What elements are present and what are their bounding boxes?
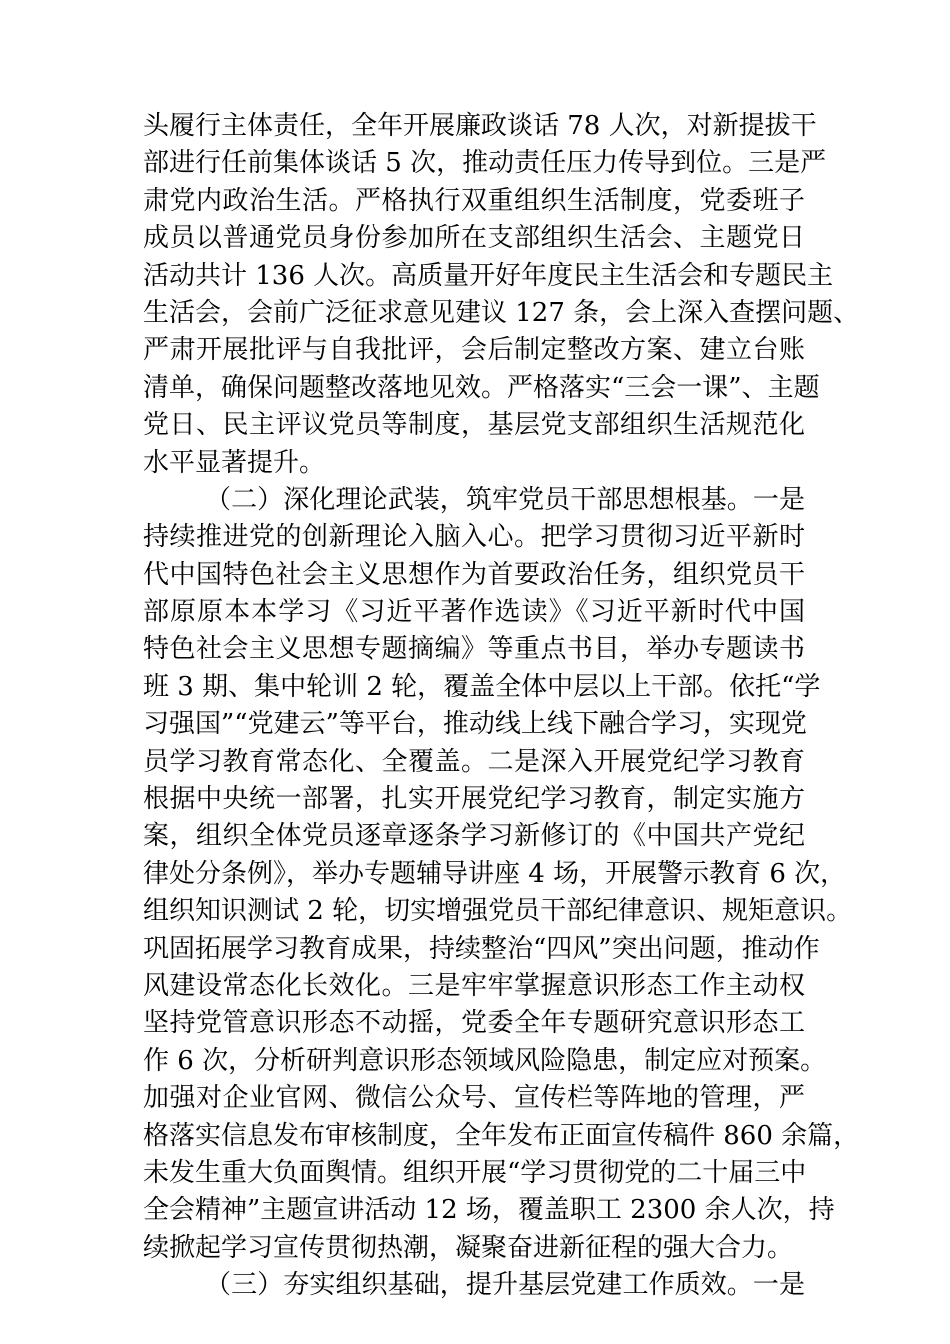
text-line: 加强对企业官网、微信公众号、宣传栏等阵地的管理，严 (143, 1083, 805, 1114)
text-line: 严肃开展批评与自我批评，会后制定整改方案、建立台账 (143, 335, 805, 366)
document-body (143, 108, 860, 1305)
text-line: 全会精神”主题宣讲活动 12 场，覆盖职工 2300 余人次，持 (143, 1195, 835, 1226)
text-line: 部进行任前集体谈话 5 次，推动责任压力传导到位。三是严 (143, 148, 827, 179)
text-line: 代中国特色社会主义思想作为首要政治任务，组织党员干 (143, 559, 805, 590)
paragraph (143, 482, 860, 1267)
text-line: 员学习教育常态化、全覆盖。二是深入开展党纪学习教育 (143, 746, 805, 777)
text-line: 班 3 期、集中轮训 2 轮，覆盖全体中层以上干部。依托“学 (143, 671, 821, 702)
text-line: 案，组织全体党员逐章逐条学习新修订的《中国共产党纪 (143, 821, 805, 852)
text-line: 巩固拓展学习教育成果，持续整治“四风”突出问题，推动作 (143, 933, 820, 964)
text-line: 坚持党管意识形态不动摇，党委全年专题研究意识形态工 (143, 1008, 805, 1039)
text-line: 党日、民主评议党员等制度，基层党支部组织生活规范化 (143, 410, 805, 441)
text-line: 习强国”“党建云”等平台，推动线上线下融合学习，实现党 (143, 709, 807, 740)
text-line: 作 6 次，分析研判意识形态领域风险隐患，制定应对预案。 (143, 1045, 827, 1076)
text-line: 头履行主体责任，全年开展廉政谈话 78 人次，对新提拔干 (143, 111, 817, 141)
text-line: 肃党内政治生活。严格执行双重组织生活制度，党委班子 (143, 185, 805, 216)
text-line: 水平显著提升。 (143, 447, 326, 478)
text-line: 未发生重大负面舆情。组织开展“学习贯彻党的二十届三中 (143, 1157, 807, 1188)
text-line: 风建设常态化长效化。三是牢牢掌握意识形态工作主动权 (143, 970, 805, 1001)
text-line: 特色社会主义思想专题摘编》等重点书目，举办专题读书 (143, 634, 805, 665)
text-line: （三）夯实组织基础，提升基层党建工作质效。一是 (205, 1270, 805, 1301)
text-line: （二）深化理论武装，筑牢党员干部思想根基。一是 (205, 484, 805, 515)
text-line: 续掀起学习宣传贯彻热潮，凝聚奋进新征程的强大合力。 (143, 1232, 794, 1263)
text-line: 格落实信息发布审核制度，全年发布正面宣传稿件 860 余篇， (143, 1120, 860, 1151)
text-line: 成员以普通党员身份参加所在支部组织生活会、主题党日 (143, 223, 805, 254)
paragraph (143, 1267, 805, 1304)
text-line: 清单，确保问题整改落地见效。严格落实“三会一课”、主题 (143, 372, 820, 403)
text-line: 律处分条例》，举办专题辅导讲座 4 场，开展警示教育 6 次， (143, 858, 847, 889)
text-line: 持续推进党的创新理论入脑入心。把学习贯彻习近平新时 (143, 522, 805, 553)
text-line: 根据中央统一部署，扎实开展党纪学习教育，制定实施方 (143, 784, 805, 815)
text-line: 活动共计 136 人次。高质量开好年度民主生活会和专题民主 (143, 260, 834, 291)
text-line: 部原原本本学习《习近平著作选读》《习近平新时代中国 (143, 597, 805, 628)
text-line: 组织知识测试 2 轮，切实增强党员干部纪律意识、规矩意识。 (143, 896, 853, 927)
paragraph (143, 108, 860, 482)
text-line: 生活会，会前广泛征求意见建议 127 条，会上深入查摆问题、 (143, 297, 860, 328)
